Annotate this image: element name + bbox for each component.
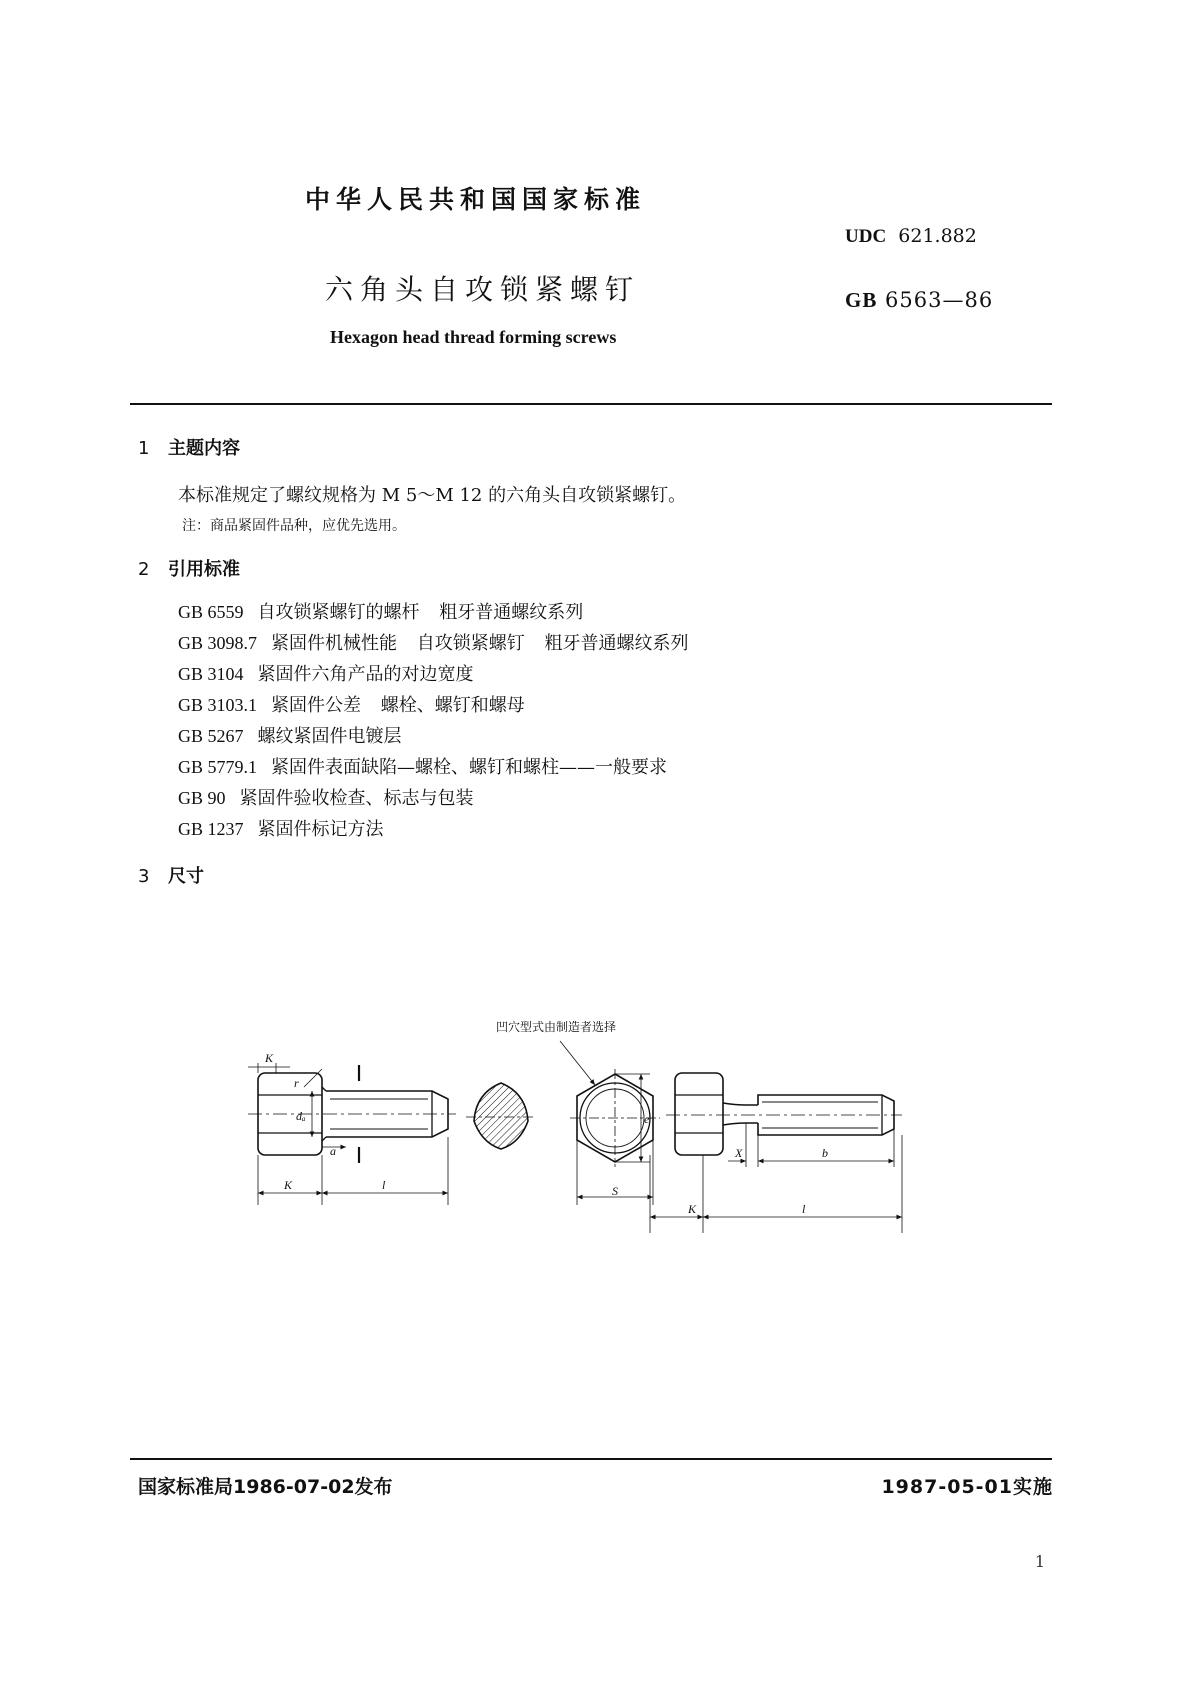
section-title: 引用标准: [168, 559, 240, 580]
section-1-text: 本标准规定了螺纹规格为 M 5～M 12 的六角头自攻锁紧螺钉。: [178, 485, 687, 506]
section-title: 尺寸: [168, 866, 204, 887]
reference-title: 螺纹紧固件电镀层: [257, 726, 402, 747]
reference-item: [178, 691, 688, 722]
section-number: 3: [138, 866, 150, 887]
reference-item: [178, 784, 688, 815]
label-k-top: K: [265, 1051, 274, 1065]
side-view-figure: [248, 1051, 456, 1205]
document-title-en: Hexagon head thread forming screws: [330, 327, 617, 347]
reference-title: 紧固件表面缺陷—螺栓、螺钉和螺柱——一般要求: [271, 757, 668, 778]
section-title: 主题内容: [168, 438, 240, 459]
cross-section-figure: [466, 1083, 536, 1149]
reference-item: [178, 722, 688, 753]
reference-item: [178, 660, 688, 691]
page-number: 1: [1034, 1552, 1045, 1571]
label-r: r: [294, 1076, 299, 1090]
label-k: K: [688, 1202, 697, 1216]
label-k-bottom: K: [284, 1178, 293, 1192]
reference-list: [178, 598, 688, 846]
reduced-shank-view-figure: [650, 1073, 902, 1233]
reference-code: GB 1237: [178, 819, 244, 839]
reference-item: [178, 629, 688, 660]
label-a: a: [330, 1144, 336, 1158]
section-1-heading: [138, 434, 240, 460]
document-title-cn: 六角头自攻锁紧螺钉: [325, 273, 641, 306]
label-da: dₐ: [296, 1109, 306, 1123]
reference-code: GB 90: [178, 788, 226, 808]
reference-code: GB 3098.7: [178, 633, 258, 653]
label-x: X: [735, 1146, 743, 1160]
gb-label: GB: [845, 288, 878, 312]
reference-title: 紧固件六角产品的对边宽度: [257, 664, 474, 685]
reference-title: 自攻锁紧螺钉的螺杆 粗牙普通螺纹系列: [257, 602, 584, 623]
reference-item: [178, 598, 688, 629]
udc-label: UDC: [845, 226, 887, 247]
gb-value: 6563—86: [885, 288, 994, 312]
reference-item: [178, 815, 688, 846]
header-divider: [130, 403, 1052, 405]
gb-number: [845, 288, 993, 313]
label-l: l: [382, 1178, 386, 1192]
reference-code: GB 5267: [178, 726, 244, 746]
section-number: 1: [138, 438, 150, 459]
recess-callout: 凹穴型式由制造者选择: [496, 1020, 617, 1034]
screw-dimension-drawing: [230, 1005, 990, 1235]
reference-code: GB 6559: [178, 602, 244, 622]
reference-title: 紧固件标记方法: [257, 819, 384, 840]
reference-title: 紧固件机械性能 自攻锁紧螺钉 粗牙普通螺纹系列: [271, 633, 689, 654]
label-e: e: [644, 1112, 650, 1126]
effective-date: 1987-05-01实施: [881, 1476, 1053, 1498]
reference-title: 紧固件验收检查、标志与包装: [239, 788, 474, 809]
reference-code: GB 5779.1: [178, 757, 258, 777]
udc-value: 621.882: [898, 225, 977, 247]
issue-date: 国家标准局1986-07-02发布: [138, 1476, 393, 1498]
national-standard-heading: 中华人民共和国国家标准: [305, 185, 647, 214]
section-3-heading: [138, 862, 204, 888]
reference-item: [178, 753, 688, 784]
label-b: b: [822, 1146, 828, 1160]
section-number: 2: [138, 559, 150, 580]
label-l: l: [802, 1202, 806, 1216]
footer-divider: [130, 1458, 1052, 1460]
udc-number: [845, 225, 977, 248]
reference-code: GB 3104: [178, 664, 244, 684]
section-2-heading: [138, 555, 240, 581]
label-s: S: [612, 1184, 618, 1198]
section-1-note: 注：商品紧固件品种，应优先选用。: [182, 518, 406, 534]
reference-title: 紧固件公差 螺栓、螺钉和螺母: [271, 695, 525, 716]
reference-code: GB 3103.1: [178, 695, 258, 715]
